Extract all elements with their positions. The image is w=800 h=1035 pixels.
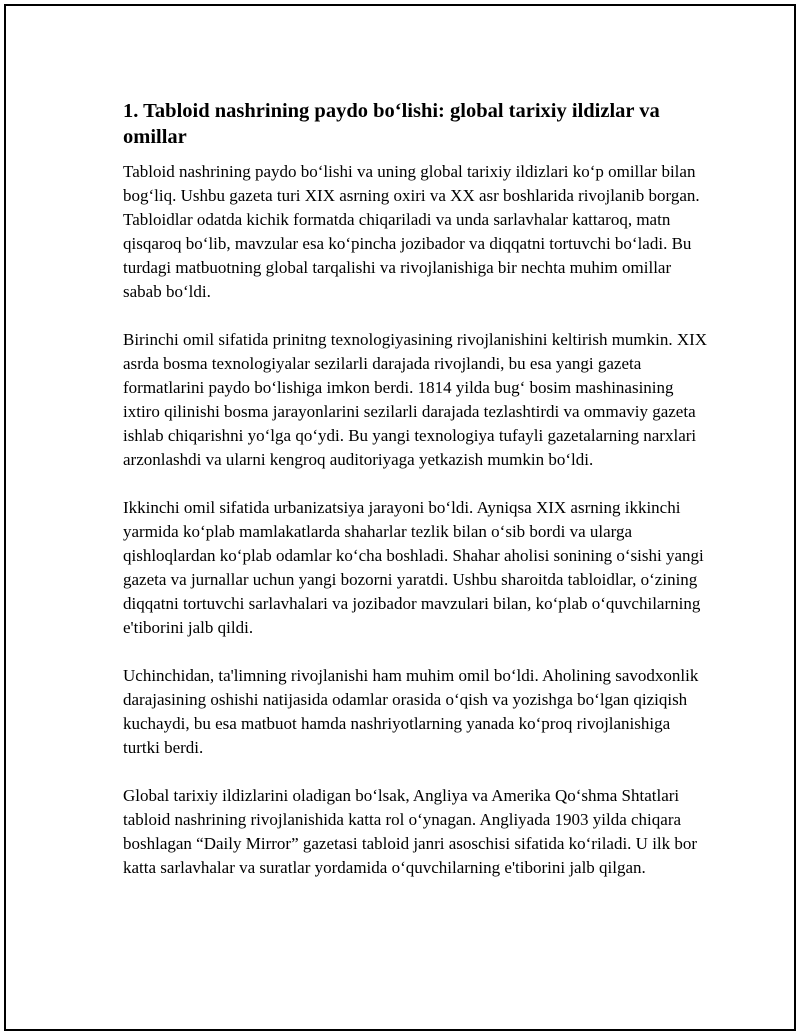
paragraph-3: Ikkinchi omil sifatida urbanizatsiya jarayoni bo‘ldi. Ayniqsa XIX asrning ikkinchi yarmida ko‘plab mamlakatlarda shaharlar tezlik bilan o‘sib bordi va ularga qishloqlardan ko‘plab odamlar ko‘cha boshladi. Shahar aholisi sonining o‘sishi yangi gazeta va jurnallar uchun yangi bozorni yaratdi. Ushbu sharoitda tabloidlar, o‘zining diqqatni tortuvchi sarlavhalari va jozibador mavzulari bilan, ko‘plab o‘quvchilarning e'tiborini jalb qildi. (123, 498, 704, 637)
page-frame (4, 4, 796, 1031)
section-heading: 1. Tabloid nashrining paydo bo‘lishi: global tarixiy ildizlar va omillar (123, 100, 660, 148)
paragraph-1: Tabloid nashrining paydo bo‘lishi va uning global tarixiy ildizlari ko‘p omillar bilan bog‘liq. Ushbu gazeta turi XIX asrning oxiri va XX asr boshlarida rivojlanib borgan. Tabloidlar odatda kichik formatda chiqariladi va unda sarlavhalar kattaroq, matn qisqaroq bo‘lib, mavzular esa ko‘pincha jozibador va diqqatni tortuvchi bo‘ladi. Bu turdagi matbuotning global tarqalishi va rivojlanishiga bir nechta muhim omillar sabab bo‘ldi. (123, 162, 700, 301)
paragraph-5: Global tarixiy ildizlarini oladigan bo‘lsak, Angliya va Amerika Qo‘shma Shtatlari tabloid nashrining rivojlanishida katta rol o‘ynagan. Angliyada 1903 yilda chiqara boshlagan “Daily Mirror” gazetasi tabloid janri asoschisi sifatida ko‘riladi. U ilk bor katta sarlavhalar va suratlar yordamida o‘quvchilarning e'tiborini jalb qilgan. (123, 786, 698, 877)
paragraph-4: Uchinchidan, ta'limning rivojlanishi ham muhim omil bo‘ldi. Aholining savodxonlik darajasining oshishi natijasida odamlar orasida o‘qish va yozishga bo‘lgan qiziqish kuchaydi, bu esa matbuot hamda nashriyotlarning yanada ko‘proq rivojlanishiga turtki berdi. (123, 666, 699, 757)
document-body (120, 98, 710, 904)
paragraph-2: Birinchi omil sifatida prinitng texnologiyasining rivojlanishini keltirish mumkin. XIX asrda bosma texnologiyalar sezilarli darajada rivojlandi, bu esa yangi gazeta formatlarini paydo bo‘lishiga imkon berdi. 1814 yilda bug‘ bosim mashinasining ixtiro qilinishi bosma jarayonlarini sezilarli darajada tezlashtirdi va ommaviy gazeta ishlab chiqarishni yo‘lga qo‘ydi. Bu yangi texnologiya tufayli gazetalarning narxlari arzonlashdi va ularni kengroq auditoriyaga yetkazish mumkin bo‘ldi. (123, 330, 708, 469)
